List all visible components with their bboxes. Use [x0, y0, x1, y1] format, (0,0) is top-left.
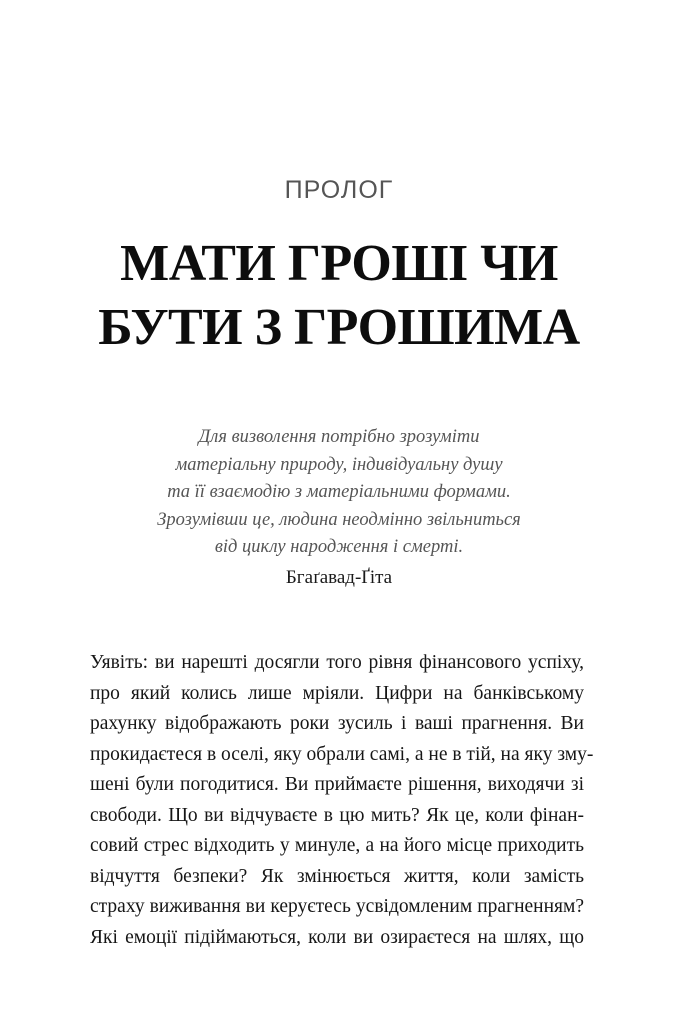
chapter-title-line: МАТИ ГРОШІ ЧИ [120, 235, 558, 292]
body-line: страху виживання ви керуєтесь усвідомленим прагненням? [90, 896, 584, 917]
body-line: про який колись лише мріяли. Цифри на банківському [90, 682, 584, 704]
body-line: Уявіть: ви нарешті досягли того рівня фінансового успіху, [90, 652, 584, 673]
body-line: прокидаєтеся в оселі, яку обрали самі, а не в тій, на яку зму- [90, 743, 594, 765]
body-line: Які емоції підіймаються, коли ви озираєтеся на шлях, що [90, 926, 584, 948]
epigraph-line: Для визволення потрібно зрозуміти [198, 427, 480, 447]
body-line: рахунку відображають роки зусиль і ваші прагнення. Ви [90, 713, 584, 734]
epigraph-line: та її взаємодію з матеріальними формами. [167, 482, 511, 502]
body-line: свободи. Що ви відчуваєте в цю мить? Як це, коли фінан- [90, 804, 584, 826]
epigraph-line: від циклу народження і смерті. [214, 537, 464, 557]
epigraph-author: Бгаґавад-Ґіта [285, 567, 393, 588]
body-line: відчуття безпеки? Як змінюється життя, коли замість [90, 865, 584, 887]
body-line: совий стрес відходить у минуле, а на його місце приходить [90, 835, 584, 856]
chapter-title-line: БУТИ З ГРОШИМА [98, 299, 580, 356]
section-label: ПРОЛОГ [284, 176, 394, 204]
epigraph-line: матеріальну природу, індивідуальну душу [175, 454, 503, 475]
body-paragraph [90, 648, 594, 953]
chapter-title [0, 232, 678, 360]
body-line: шені були погодитися. Ви приймаєте рішення, виходячи зі [90, 774, 584, 795]
epigraph-line: Зрозумівши це, людина неодмінно звільниться [157, 509, 521, 530]
epigraph [0, 424, 678, 562]
